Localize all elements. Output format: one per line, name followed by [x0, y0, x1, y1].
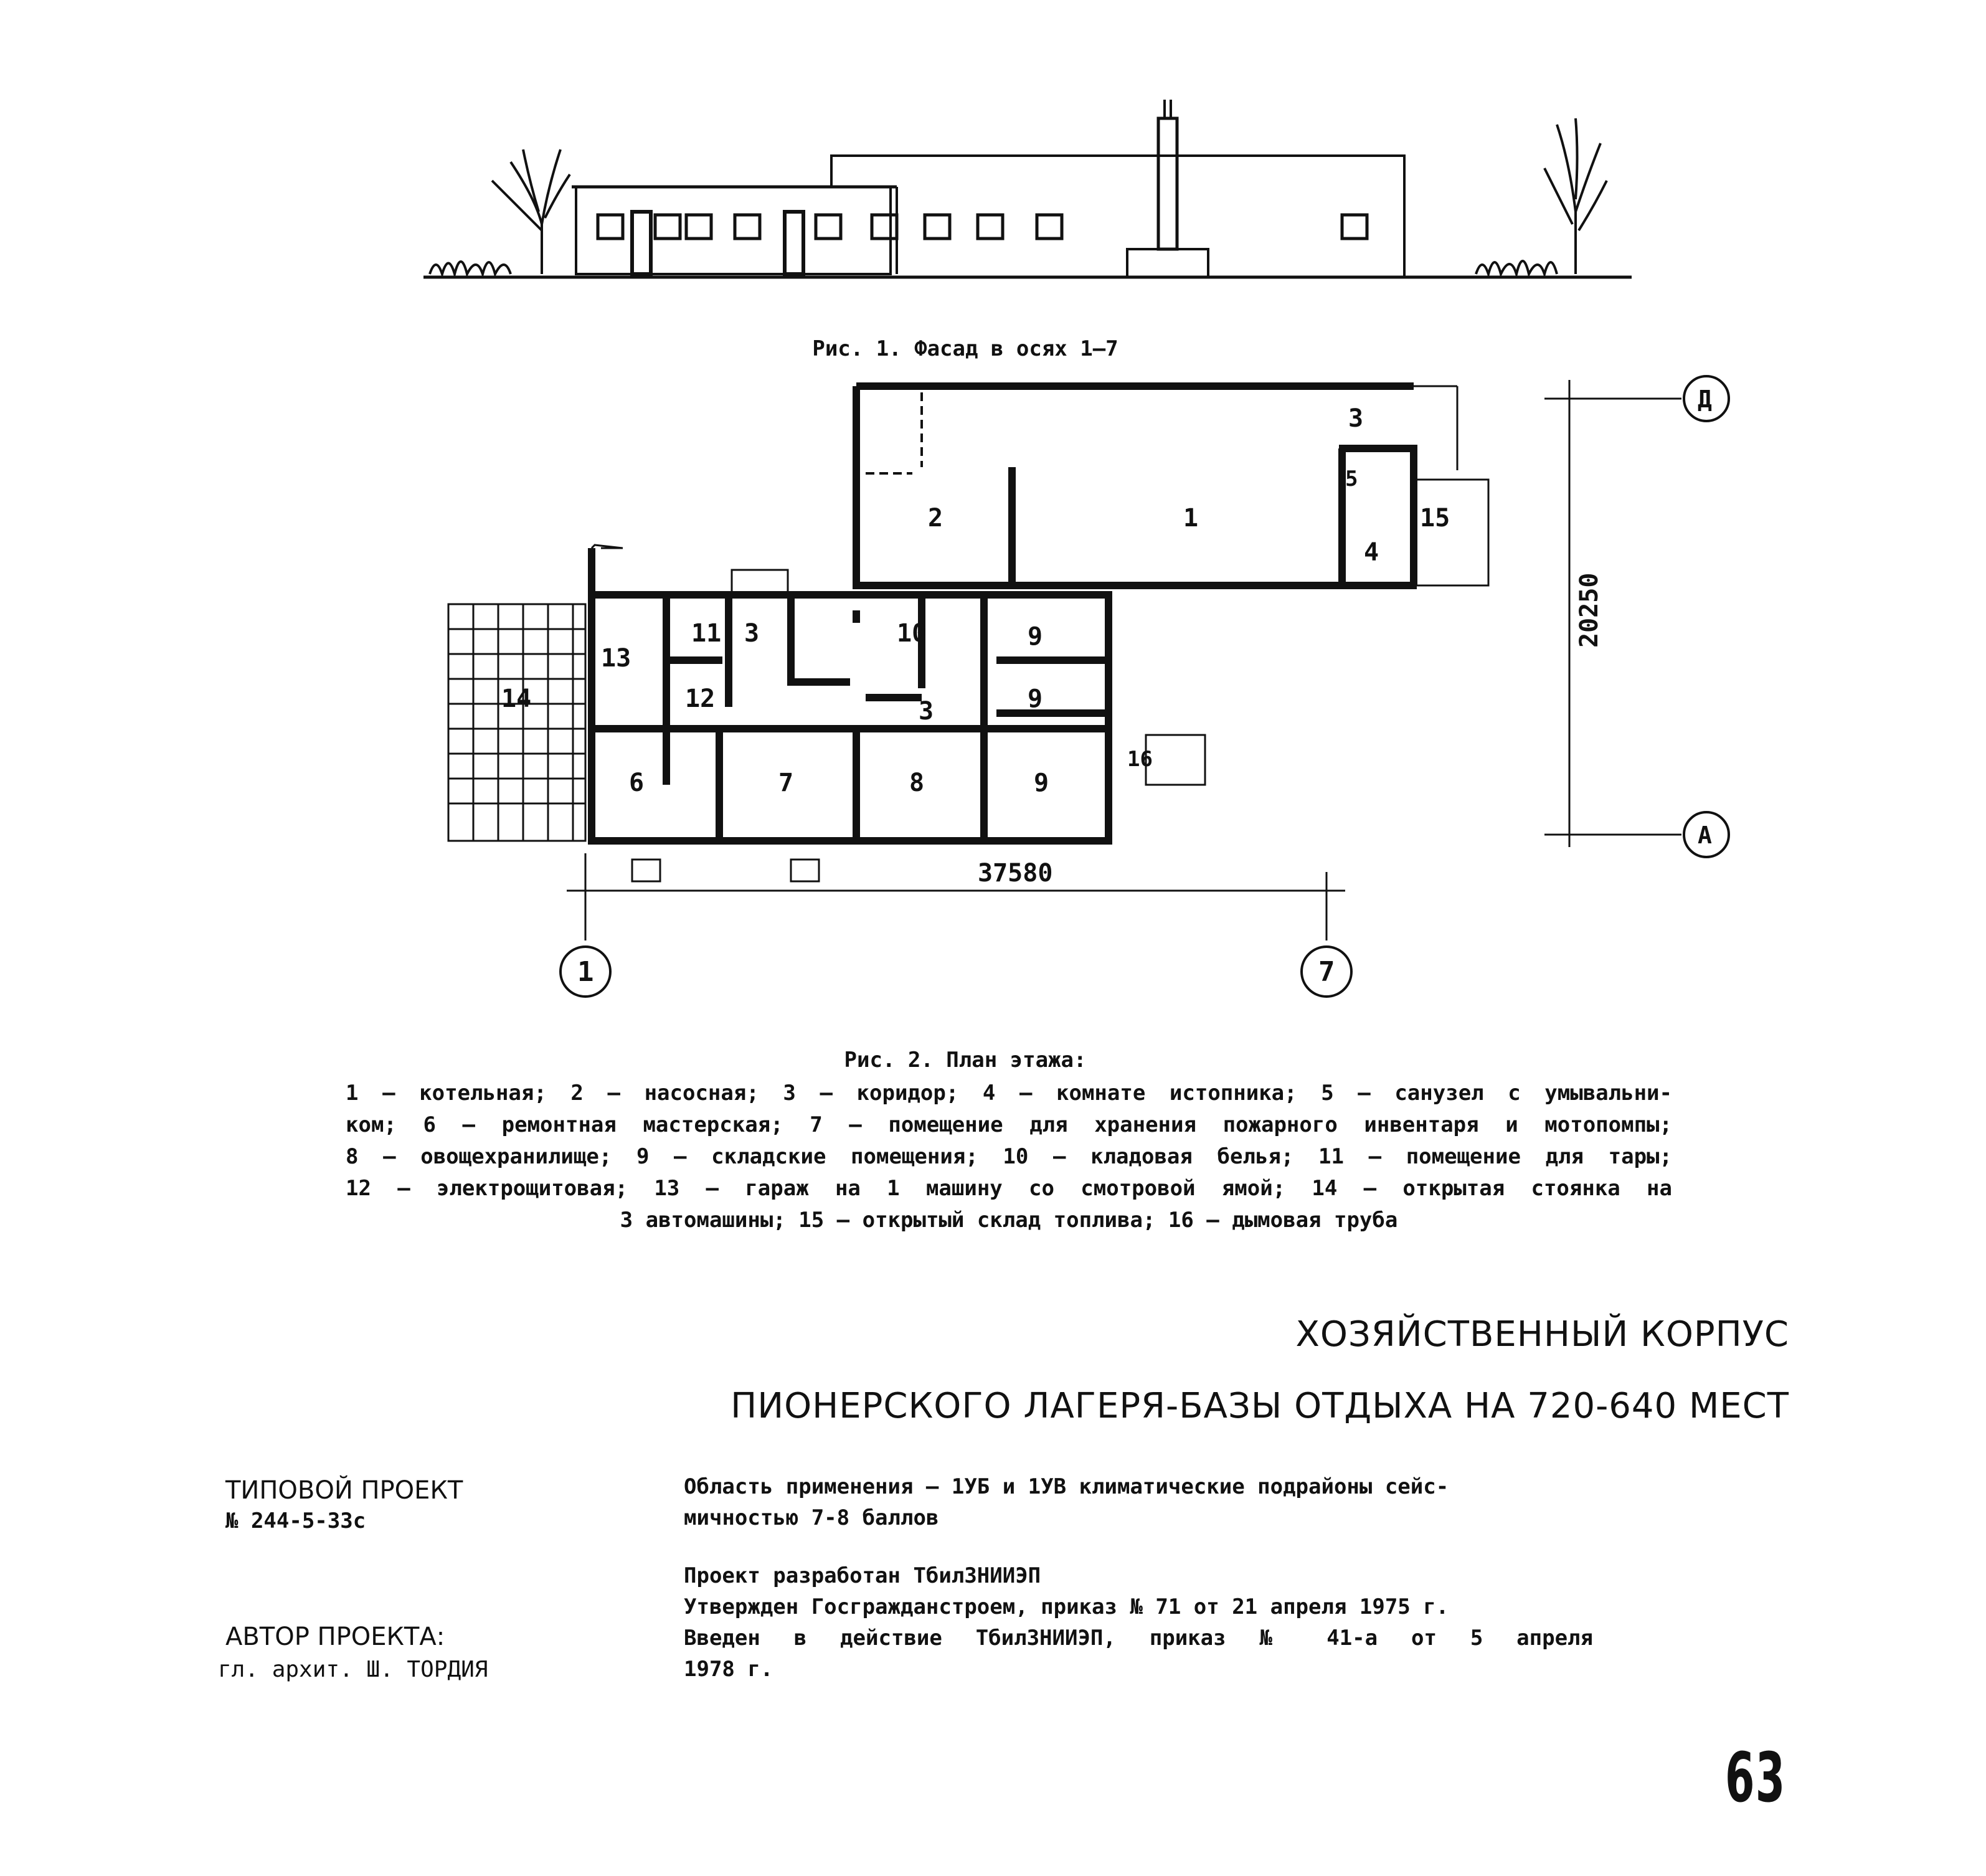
room-label: 3 [919, 697, 934, 726]
room-label: 5 [1345, 467, 1358, 491]
axis-label-right: 7 [1318, 956, 1335, 988]
development-info [684, 1560, 1593, 1685]
dev-line: Проект разработан ТбилЗНИИЭП [684, 1563, 1041, 1588]
parking-grid [448, 604, 585, 841]
tree-left-icon [430, 149, 570, 274]
scope-line: мичностью 7-8 баллов [684, 1505, 939, 1530]
dev-line: 1978 г. [684, 1657, 773, 1682]
room-label: 13 [601, 644, 631, 673]
title-line-1: ХОЗЯЙСТВЕННЫЙ КОРПУС [1295, 1314, 1789, 1355]
room-label: 9 [1034, 769, 1049, 797]
room-label: 6 [629, 769, 645, 797]
room-label: 9 [1028, 685, 1043, 713]
room-label: 10 [897, 619, 927, 648]
author-name: гл. архит. Ш. ТОРДИЯ [218, 1657, 488, 1682]
scope-line: Область применения – 1УБ и 1УВ климатические подрайоны сейс- [684, 1474, 1449, 1499]
scope-text [684, 1471, 1593, 1533]
room-label: 3 [1348, 404, 1364, 433]
dimension-width: 37580 [978, 859, 1053, 888]
room-label: 11 [691, 619, 722, 648]
legend-line: 1 – котельная; 2 – насосная; 3 – коридор; 4 – комнате истопника; 5 – санузел с умывальни- [346, 1081, 1672, 1106]
axis-label-bottom: А [1698, 822, 1712, 849]
project-number: № 244-5-33с [225, 1509, 366, 1533]
legend-line: ком; 6 – ремонтная мастерская; 7 – помещение для хранения пожарного инвентаря и мотопомпы; [346, 1112, 1672, 1137]
room-label: 7 [778, 769, 794, 797]
dev-line: Введен в действие ТбилЗНИИЭП, приказ № 41-а от 5 апреля [684, 1626, 1593, 1651]
dimension-height: 20250 [1575, 572, 1604, 648]
axis-label-top: Д [1698, 386, 1712, 413]
room-label: 12 [685, 685, 716, 713]
room-label: 2 [928, 504, 943, 533]
dev-line: Утвержден Госгражданстроем, приказ № 71 от 21 апреля 1975 г. [684, 1594, 1449, 1619]
room-legend [346, 1078, 1672, 1236]
project-label: ТИПОВОЙ ПРОЕКТ [225, 1476, 463, 1505]
facade-drawing [417, 87, 1638, 299]
room-label: 16 [1127, 747, 1153, 772]
room-label: 8 [909, 769, 925, 797]
figure1-caption: Рис. 1. Фасад в осях 1–7 [812, 336, 1118, 361]
legend-line: 12 – электрощитовая; 13 – гараж на 1 машину со смотровой ямой; 14 – открытая стоянка на [346, 1176, 1672, 1201]
room-label: 4 [1364, 538, 1379, 567]
page-number: 63 [1725, 1738, 1786, 1817]
room-label: 14 [501, 685, 532, 713]
tree-right-icon [1476, 118, 1607, 274]
room-label: 1 [1183, 504, 1199, 533]
room-label: 3 [744, 619, 760, 648]
room-label: 15 [1420, 504, 1450, 533]
room-label: 9 [1028, 622, 1043, 651]
floor-plan-drawing [436, 361, 1781, 1034]
axis-label-left: 1 [577, 956, 594, 988]
figure2-caption: Рис. 2. План этажа: [844, 1048, 1087, 1073]
legend-line: 8 – овощехранилище; 9 – складские помещения; 10 – кладовая белья; 11 – помещение для тары; [346, 1144, 1672, 1169]
title-line-2: ПИОНЕРСКОГО ЛАГЕРЯ-БАЗЫ ОТДЫХА НА 720-640 МЕСТ [731, 1386, 1789, 1426]
legend-line: 3 автомашины; 15 – открытый склад топлива; 16 – дымовая труба [620, 1208, 1398, 1233]
author-label: АВТОР ПРОЕКТА: [225, 1623, 445, 1651]
